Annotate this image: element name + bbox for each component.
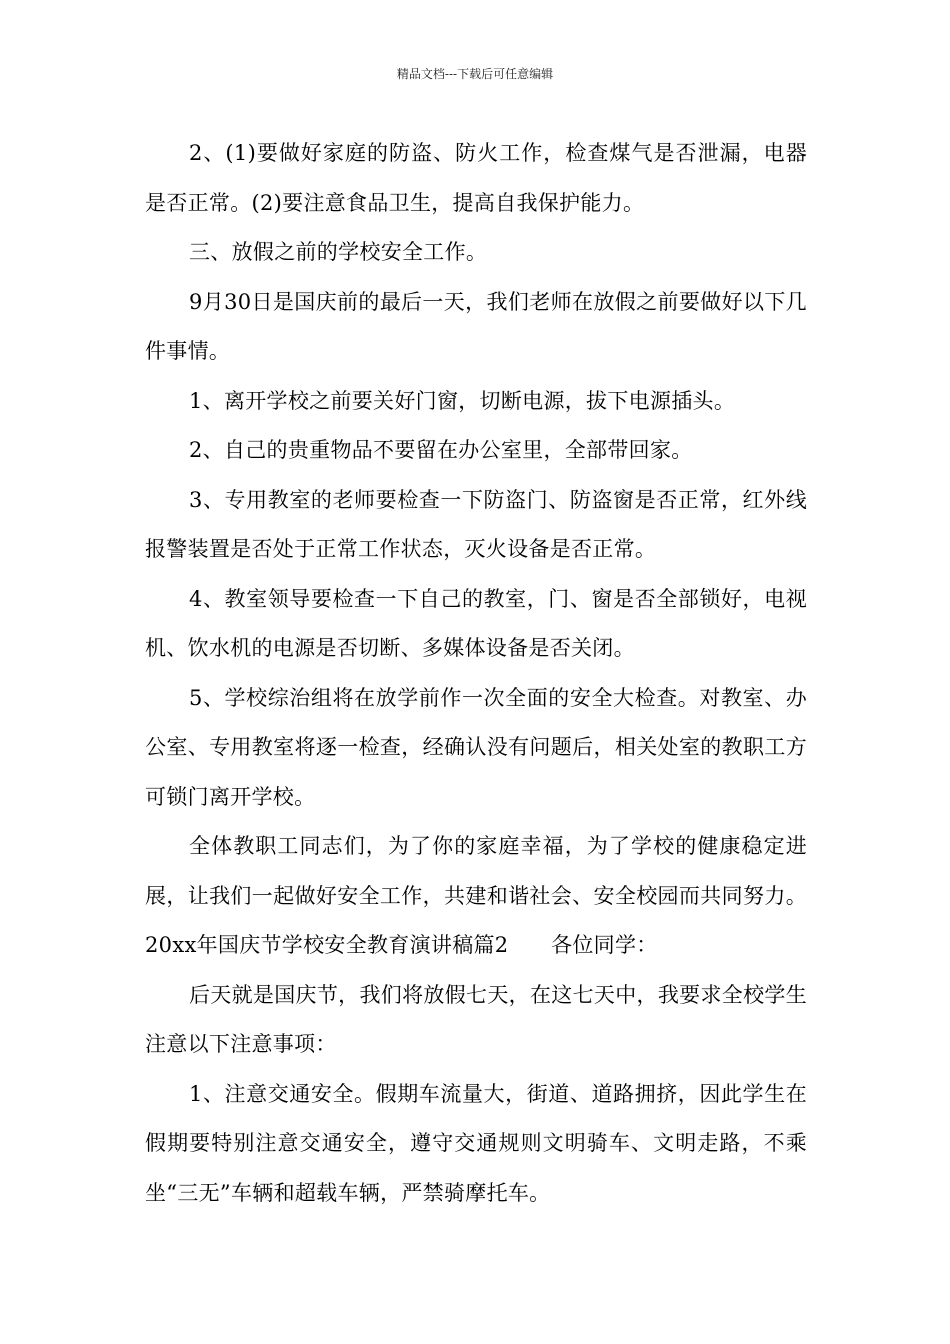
paragraph-home-safety: 2、(1)要做好家庭的防盗、防火工作，检查煤气是否泄漏，电器是否正常。(2)要注意食品卫生，提高自我保护能力。 xyxy=(145,141,807,215)
section-heading-school-safety: 三、放假之前的学校安全工作。 xyxy=(189,240,488,264)
document-body xyxy=(145,129,807,1218)
list-item-special-classrooms: 3、专用教室的老师要检查一下防盗门、防盗窗是否正常，红外线报警装置是否处于正常工作状态，灭火设备是否正常。 xyxy=(145,487,807,561)
list-item-inspection: 5、学校综治组将在放学前作一次全面的安全大检查。对教室、办公室、专用教室将逐一检查，经确认没有问题后，相关处室的教职工方可锁门离开学校。 xyxy=(145,685,807,809)
paragraph-closing-and-speech-2: 全体教职工同志们，为了你的家庭幸福，为了学校的健康稳定进展，让我们一起做好安全工作，共建和谐社会、安全校园而共同努力。20xx年国庆节学校安全教育演讲稿篇2 各位同学： xyxy=(145,834,807,957)
list-item-valuables: 2、自己的贵重物品不要留在办公室里，全部带回家。 xyxy=(189,438,693,462)
paragraph-national-day: 后天就是国庆节，我们将放假七天，在这七天中，我要求全校学生注意以下注意事项： xyxy=(145,982,807,1056)
paragraph-sept-30: 9月30日是国庆前的最后一天，我们老师在放假之前要做好以下几件事情。 xyxy=(145,289,807,363)
list-item-traffic-safety: 1、注意交通安全。假期车流量大，街道、道路拥挤，因此学生在假期要特别注意交通安全，遵守交通规则文明骑车、文明走路，不乘坐“三无”车辆和超载车辆，严禁骑摩托车。 xyxy=(145,1081,807,1205)
list-item-close-windows: 1、离开学校之前要关好门窗，切断电源，拔下电源插头。 xyxy=(189,388,736,413)
page-header: 精品文档---下载后可任意编辑 xyxy=(396,67,554,81)
list-item-classroom-leaders: 4、教室领导要检查一下自己的教室，门、窗是否全部锁好，电视机、饮水机的电源是否切断、多媒体设备是否关闭。 xyxy=(145,586,807,660)
